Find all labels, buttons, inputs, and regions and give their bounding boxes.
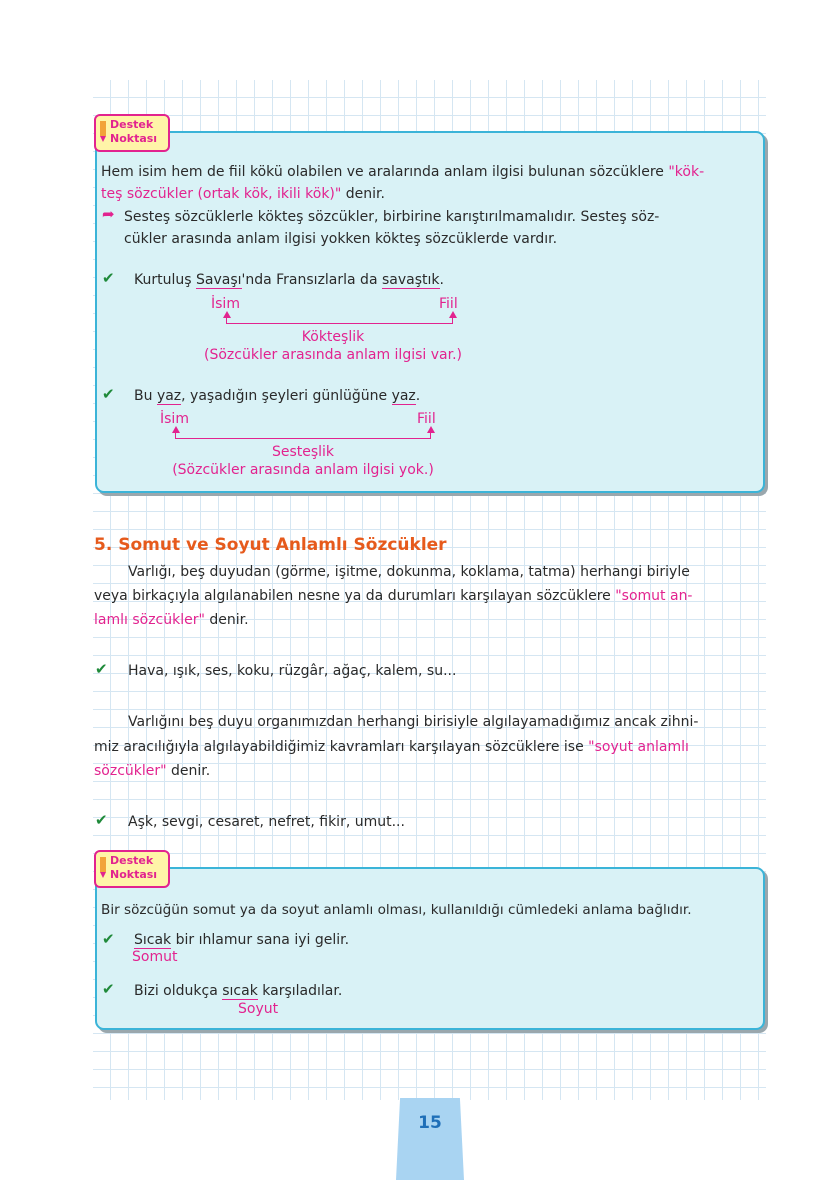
box1-note-line1: Sesteş sözcüklerle kökteş sözcükler, birbirine karıştırılmamalıdır. Sesteş söz- xyxy=(124,209,660,225)
box1-paragraph-line1: Hem isim hem de fiil kökü olabilen ve aralarında anlam ilgisi bulunan sözcüklere "kök- xyxy=(101,164,705,180)
pencil-icon xyxy=(98,121,108,143)
box1-note-line2: cükler arasında anlam ilgisi yokken kökteş sözcüklerde vardır. xyxy=(124,231,558,247)
page-number: 15 xyxy=(418,1113,442,1133)
box1-example2-sentence: Bu yaz, yaşadığın şeyleri günlüğüne yaz. xyxy=(134,388,421,404)
badge-line2: Noktası xyxy=(110,868,158,881)
destek-noktasi-badge-1 xyxy=(94,114,170,152)
section-p2-line3: sözcükler" denir. xyxy=(94,763,211,779)
arrow-connector xyxy=(226,323,453,324)
box1-ex2-note: (Sözcükler arasında anlam ilgisi yok.) xyxy=(172,462,434,478)
pencil-icon xyxy=(98,857,108,879)
box1-example1-sentence: Kurtuluş Savaşı'nda Fransızlarla da savaştık. xyxy=(134,272,444,288)
arrow-bullet-icon: ➦ xyxy=(102,205,115,223)
check-icon: ✔ xyxy=(95,660,108,678)
section-p1-line2: veya birkaçıyla algılanabilen nesne ya da durumları karşılayan sözcüklere "somut an- xyxy=(94,588,693,604)
box2-example1: Sıcak bir ıhlamur sana iyi gelir. xyxy=(134,932,350,948)
section-example1: Hava, ışık, ses, koku, rüzgâr, ağaç, kalem, su... xyxy=(128,663,457,679)
box1-ex1-note: (Sözcükler arasında anlam ilgisi var.) xyxy=(204,347,462,363)
box1-ex2-relation: Sesteşlik xyxy=(271,444,335,460)
arrow-connector xyxy=(175,438,431,439)
check-icon: ✔ xyxy=(102,385,115,403)
badge-line1: Destek xyxy=(110,118,154,131)
page-number-tab xyxy=(396,1098,464,1180)
box2-ex2-label: Soyut xyxy=(238,1001,279,1017)
box2-text: Bir sözcüğün somut ya da soyut anlamlı olması, kullanıldığı cümledeki anlama bağlıdır. xyxy=(101,902,692,918)
check-icon: ✔ xyxy=(102,930,115,948)
box1-ex1-relation: Kökteşlik xyxy=(301,329,365,345)
box1-ex2-label-fiil: Fiil xyxy=(417,411,436,427)
badge-line2: Noktası xyxy=(110,132,158,145)
check-icon: ✔ xyxy=(102,980,115,998)
box1-paragraph-line2: teş sözcükler (ortak kök, ikili kök)" denir. xyxy=(101,186,385,202)
section-p1-line3: lamlı sözcükler" denir. xyxy=(94,612,249,628)
check-icon: ✔ xyxy=(95,811,108,829)
box1-ex1-label-fiil: Fiil xyxy=(439,296,458,312)
section-p2-line1: Varlığını beş duyu organımızdan herhangi birisiyle algılayamadığımız ancak zihni- xyxy=(128,714,699,730)
check-icon: ✔ xyxy=(102,269,115,287)
section-p2-line2: miz aracılığıyla algılayabildiğimiz kavramları karşılayan sözcüklere ise "soyut anlamlı xyxy=(94,739,689,755)
section-p1-line1: Varlığı, beş duyudan (görme, işitme, dokunma, koklama, tatma) herhangi biriyle xyxy=(128,564,690,580)
box2-ex1-label: Somut xyxy=(132,949,178,965)
box1-ex1-label-isim: İsim xyxy=(211,296,240,312)
box1-ex2-label-isim: İsim xyxy=(160,411,189,427)
box2-example2: Bizi oldukça sıcak karşıladılar. xyxy=(134,983,343,999)
section-example2: Aşk, sevgi, cesaret, nefret, fikir, umut... xyxy=(128,814,405,830)
section-title: 5. Somut ve Soyut Anlamlı Sözcükler xyxy=(94,535,447,555)
badge-line1: Destek xyxy=(110,854,154,867)
destek-noktasi-badge-2 xyxy=(94,850,170,888)
